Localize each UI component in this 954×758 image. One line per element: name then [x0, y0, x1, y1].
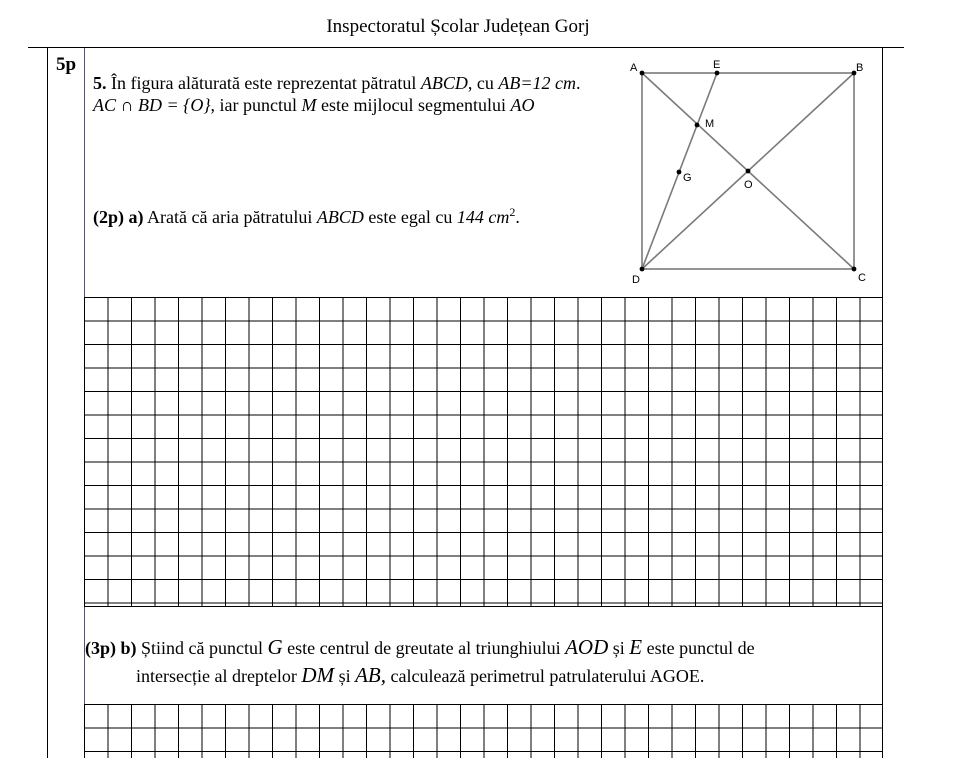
part-a-text-2: este egal cu — [368, 207, 453, 227]
part-b-text-1: Știind că punctul — [141, 638, 263, 658]
part-b-text-5: calculează perimetrul patrulaterului AGOE. — [390, 666, 705, 686]
page-header: Inspectoratul Școlar Județean Gorj — [326, 16, 590, 37]
part-b-ab: AB, — [355, 663, 387, 687]
point-o-dot — [746, 169, 751, 174]
part-a-text: Arată că aria pătratului — [147, 207, 313, 227]
label-e: E — [713, 59, 721, 71]
square-figure — [620, 55, 880, 290]
part-b-text-4: intersecție al dreptelor — [136, 666, 297, 686]
intersection-formula: AC ∩ BD = {O} — [93, 95, 211, 115]
point-m-dot — [695, 123, 700, 128]
problem-text-3: , iar punctul — [210, 95, 298, 115]
exercise-score: 5p — [56, 54, 77, 75]
grid-bottom-border — [84, 606, 882, 607]
point-a-dot — [640, 71, 645, 76]
square-name: ABCD — [420, 73, 468, 93]
part-a-square: ABCD — [316, 207, 364, 227]
problem-text-4: este mijlocul segmentului — [321, 95, 506, 115]
part-b-g: G — [267, 635, 283, 659]
point-g-dot — [677, 170, 682, 175]
part-b-and: și — [612, 638, 625, 658]
part-a-points: (2p) — [93, 207, 124, 227]
part-b-dm: DM — [301, 663, 335, 687]
label-b: B — [856, 62, 864, 74]
answer-grid-a[interactable] — [84, 297, 882, 606]
label-m: M — [705, 118, 715, 130]
point-e-dot — [715, 71, 720, 76]
segment-name: AO — [510, 95, 535, 115]
part-b-triangle: AOD — [565, 635, 609, 659]
part-b-and-2: și — [338, 666, 351, 686]
exercise-number: 5. — [93, 73, 107, 93]
header-divider — [28, 47, 904, 48]
label-a: A — [630, 62, 638, 74]
problem-text-2: , cu — [467, 73, 494, 93]
problem-statement: 5. În figura alăturată este reprezentat pătratul ABCD, cu AB=12 cm. AC ∩ BD = {O}, iar punctul M este mijlocul segmentului AO — [93, 73, 581, 115]
side-length: AB=12 cm — [498, 73, 576, 93]
point-m: M — [301, 95, 317, 115]
part-b — [85, 634, 865, 690]
part-a-letter: a) — [128, 207, 144, 227]
part-b-points: (3p) — [85, 638, 116, 658]
part-a-value: 144 cm — [456, 207, 510, 227]
label-g: G — [683, 172, 692, 184]
part-b-e: E — [629, 635, 643, 659]
problem-text: În figura alăturată este reprezentat pătratul — [111, 73, 417, 93]
point-d-dot — [640, 267, 645, 272]
part-a-exponent: 2 — [509, 205, 516, 219]
part-b-text-2: este centrul de greutate al triunghiului — [287, 638, 561, 658]
part-a — [93, 205, 520, 228]
part-b-text-3: este punctul de — [646, 638, 755, 658]
point-c-dot — [852, 267, 857, 272]
right-border — [882, 48, 883, 758]
label-c: C — [858, 272, 866, 284]
answer-grid-b[interactable] — [84, 704, 882, 758]
part-b-letter: b) — [120, 638, 137, 658]
label-d: D — [632, 274, 640, 286]
left-border — [47, 48, 48, 758]
part-a-end: . — [515, 207, 520, 227]
label-o: O — [744, 179, 753, 191]
